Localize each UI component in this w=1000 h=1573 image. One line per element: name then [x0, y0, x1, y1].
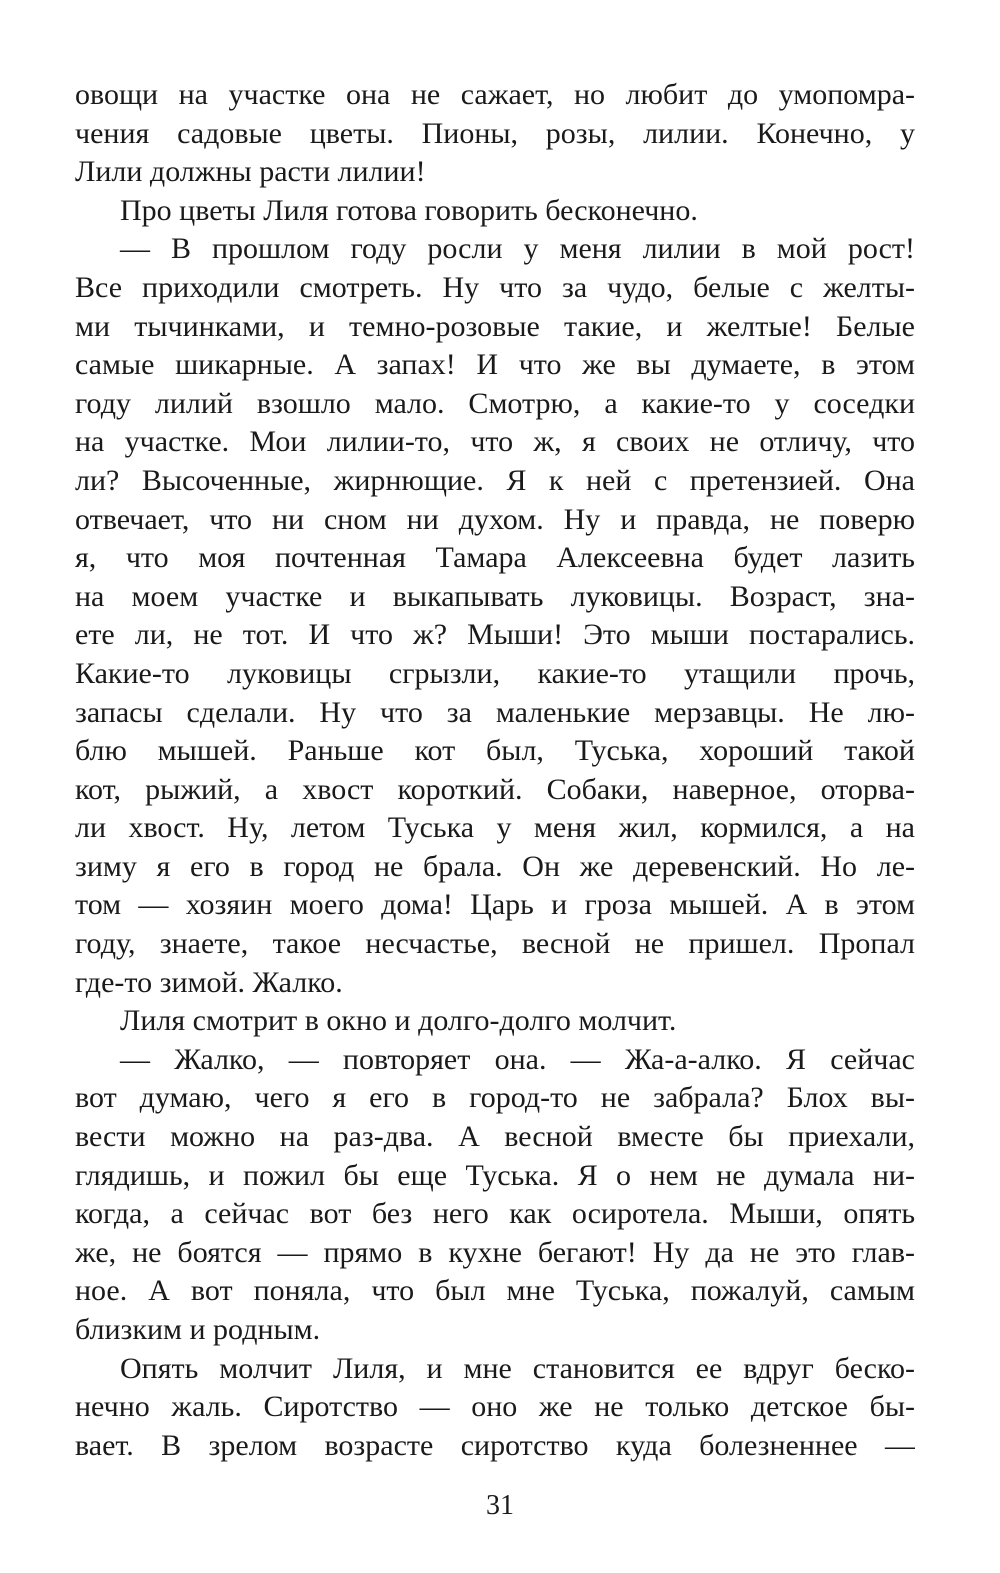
text-line: на моем участке и выкапывать луковицы. Возраст, зна- — [75, 579, 915, 613]
text-line: я, что моя почтенная Тамара Алексеевна будет лазить — [75, 541, 915, 575]
text-line: запасы сделали. Ну что за маленькие мерзавцы. Не лю- — [75, 695, 915, 729]
page-number: 31 — [486, 1490, 514, 1521]
text-line: когда, а сейчас вот без него как осиротела. Мыши, опять — [75, 1197, 915, 1231]
text-line: овощи на участке она не сажает, но любит до умопомра- — [75, 78, 915, 111]
text-line: блю мышей. Раньше кот был, Туська, хороший такой — [75, 734, 915, 768]
text-line: Какие-то луковицы сгрызли, какие-то утащили прочь, — [75, 656, 915, 690]
text-line: году лилий взошло мало. Смотрю, а какие-то у соседки — [75, 386, 915, 420]
text-line: же, не боятся — прямо в кухне бегают! Ну да не это глав- — [75, 1235, 915, 1269]
text-line: вести можно на раз-два. А весной вместе бы приехали, — [75, 1120, 915, 1154]
text-line: где-то зимой. Жалко. — [75, 965, 343, 999]
text-line: нечно жаль. Сиротство — оно же не только детское бы- — [75, 1390, 915, 1424]
text-line: ли хвост. Ну, летом Туська у меня жил, кормился, а на — [75, 811, 915, 845]
text-line: Все приходили смотреть. Ну что за чудо, белые с желты- — [75, 270, 915, 304]
text-line: — Жалко, — повторяет она. — Жа-а-алко. Я сейчас — [120, 1042, 915, 1076]
text-line: Лиля смотрит в окно и долго-долго молчит. — [120, 1004, 677, 1038]
text-line: вает. В зрелом возрасте сиротство куда болезненнее — — [75, 1428, 915, 1462]
text-line: на участке. Мои лилии-то, что ж, я своих не отличу, что — [75, 425, 915, 459]
text-line: глядишь, и пожил бы еще Туська. Я о нем не думала ни- — [75, 1158, 915, 1192]
text-line: ли? Высоченные, жирнющие. Я к ней с претензией. Она — [75, 463, 915, 497]
text-line: ми тычинками, и темно-розовые такие, и желтые! Белые — [75, 309, 915, 343]
text-line: близким и родным. — [75, 1313, 321, 1346]
text-line: кот, рыжий, а хвост короткий. Собаки, наверное, оторва- — [75, 772, 915, 806]
text-line: зиму я его в город не брала. Он же деревенский. Но ле- — [75, 849, 915, 883]
text-line: ное. А вот поняла, что был мне Туська, пожалуй, самым — [75, 1274, 915, 1308]
text-line: том — хозяин моего дома! Царь и гроза мышей. А в этом — [75, 888, 915, 922]
text-line: ете ли, не тот. И что ж? Мыши! Это мыши постарались. — [75, 618, 915, 652]
text-line: самые шикарные. А запах! И что же вы думаете, в этом — [75, 348, 915, 382]
text-line: отвечает, что ни сном ни духом. Ну и правда, не поверю — [75, 502, 915, 536]
body-text — [75, 76, 915, 1465]
text-line: — В прошлом году росли у меня лилии в мой рост! — [120, 232, 915, 266]
text-line: чения садовые цветы. Пионы, розы, лилии. Конечно, у — [75, 116, 915, 150]
text-line: году, знаете, такое несчастье, весной не пришел. Пропал — [75, 927, 915, 961]
text-line: Лили должны расти лилии! — [75, 155, 426, 189]
text-line: Про цветы Лиля готова говорить бесконечно. — [120, 193, 698, 227]
text-line: Опять молчит Лиля, и мне становится ее вдруг беско- — [120, 1351, 915, 1385]
text-line: вот думаю, чего я его в город-то не забрала? Блох вы- — [75, 1081, 915, 1115]
